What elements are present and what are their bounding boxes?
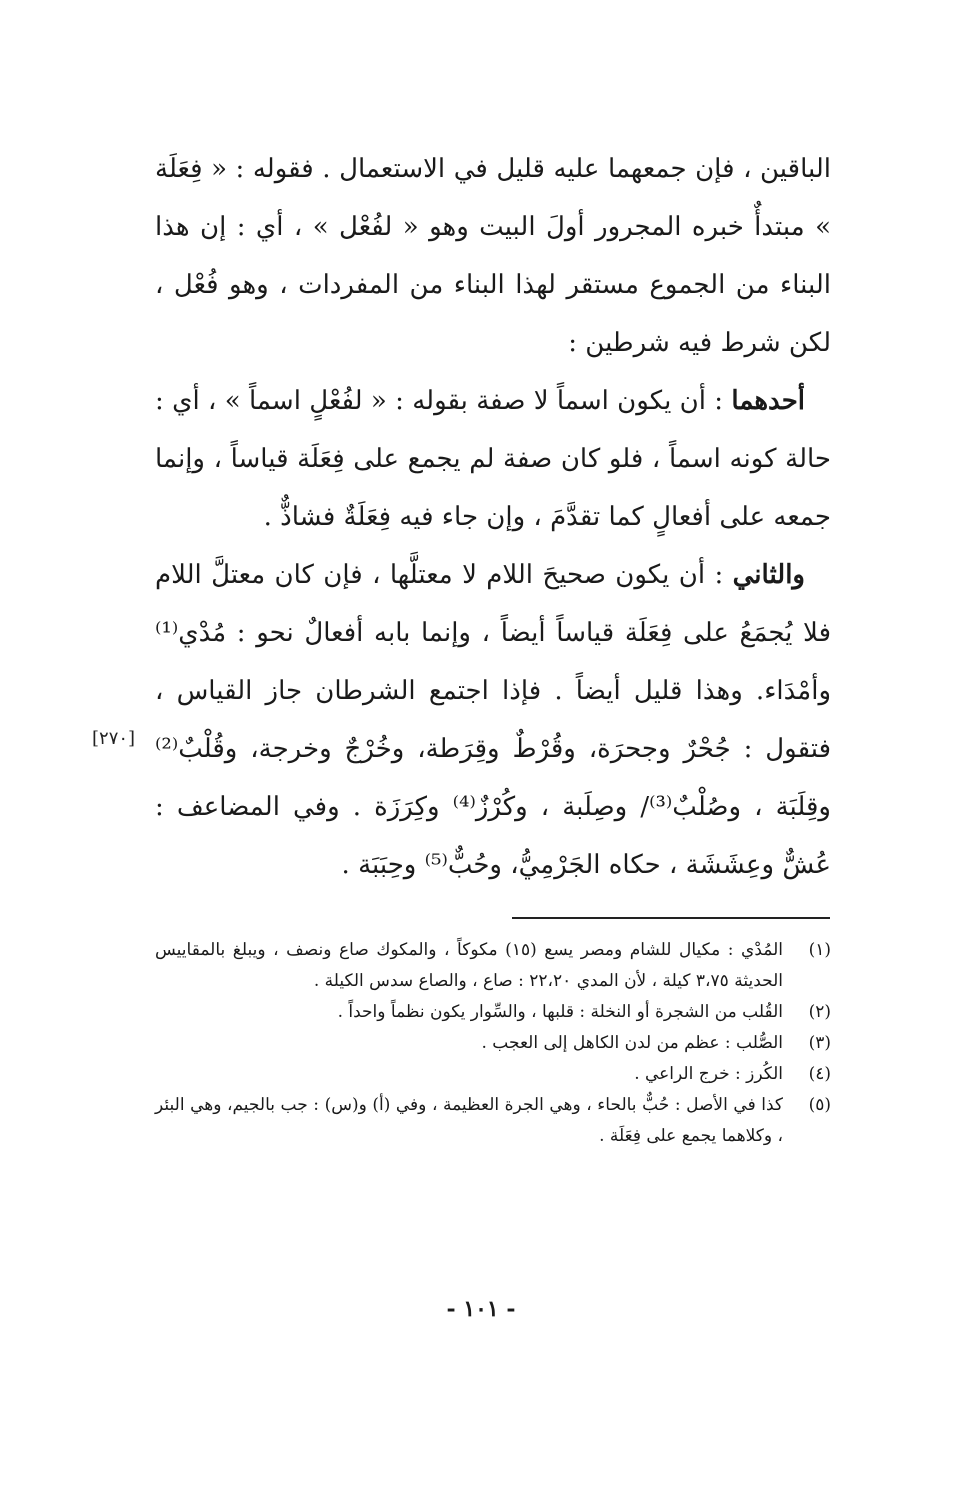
manuscript-folio-reference: [٢٧٠]: [92, 728, 136, 749]
footnote-1: [155, 935, 831, 997]
paragraph-2: [155, 372, 831, 546]
footnote-4: [155, 1059, 831, 1090]
footnotes: [155, 935, 831, 1152]
page-number: - ١٠١ -: [446, 1296, 516, 1322]
footnote-text: القُلب من الشجرة أو النخلة : قلبها ، والسِّوار يكون نظماً واحداً .: [337, 1002, 783, 1022]
paragraph-2-text: : أن يكون اسماً لا صفة بقوله : « لفُعْلٍ اسماً » ، أي : حالة كونه اسماً ، فلو كان صفة لم يجمع على فِعَلَة قياساً ، وإنما جمعه على أفعالٍ كما تقدَّمَ ، وإن جاء فيه فِعَلَةٌ فشاذٌّ .: [155, 386, 831, 532]
footnote-2: [155, 997, 831, 1028]
paragraph-3-text: : أن يكون صحيحَ اللام لا معتلَّها ، فإن كان معتلَّ اللام فلا يُجمَعُ على فِعَلَة قياساً أيضاً ، وإنما بابه أفعالٌ نحو : مُدْي⁽¹⁾ وأمْدَاء. وهذا قليل أيضاً . فإذا اجتمع الشرطان جاز القياس ، فتقول : جُحْرٌ وجحرَة، وقُرْطٌ وقِرَطة، وخُرْجٌ وخرجة، وقُلْبٌ⁽²⁾ وقِلَبَة ، وصُلْبٌ⁽³⁾/ وصِلَبة ، وكُرْزٌ⁽⁴⁾ وكِرَزَة . وفي المضاعف : عُشٌّ وعِشَشَة ، حكاه الجَرْمِيُّ، وحُبٌّ⁽⁵⁾ وحِبَبَة .: [155, 560, 831, 880]
footnote-text: الكُرز : خرج الراعي .: [634, 1064, 783, 1084]
footnote-number: (١): [808, 940, 831, 960]
paragraph-1: الباقين ، فإن جمعهما عليه قليل في الاستعمال . فقوله : « فِعَلَة » مبتدأٌ خبره المجرور أولَ البيت وهو « لفُعْل » ، أي : إن هذا البناء من الجموع مستقر لهذا البناء من المفردات ، وهو فُعْل ، لكن شرط فيه شرطين :: [155, 154, 831, 358]
footnote-number: (٢): [808, 1002, 831, 1022]
footnote-number: (٣): [808, 1033, 831, 1053]
footnote-separator: [512, 917, 830, 919]
main-text: [155, 140, 831, 894]
footnote-number: (٥): [808, 1095, 831, 1115]
paragraph-2-lead: أحدهما: [731, 386, 805, 416]
footnote-5: [155, 1090, 831, 1152]
footnote-number: (٤): [808, 1064, 831, 1084]
paragraph-3: [155, 546, 831, 894]
footnote-text: المُدْي : مكيال للشام ومصر يسع (١٥) مكوكاً ، والمكوك صاع ونصف ، ويبلغ بالمقاييس الحديثة ٣،٧٥ كيلة ، لأن المدي ٢٢،٢٠ : صاع ، والصاع سدس الكيلة .: [155, 940, 783, 991]
footnote-text: الصُّلب : عظم من لدن الكاهل إلى العجب .: [481, 1033, 783, 1053]
paragraph-3-lead: والثاني: [732, 560, 805, 590]
footnote-text: كذا في الأصل : حُبٌّ بالحاء ، وهي الجرة العظيمة ، وفي (أ) و(س) : جب بالجيم، وهي البئر ، وكلاهما يجمع على فِعَلَة .: [155, 1095, 783, 1146]
footnote-3: [155, 1028, 831, 1059]
